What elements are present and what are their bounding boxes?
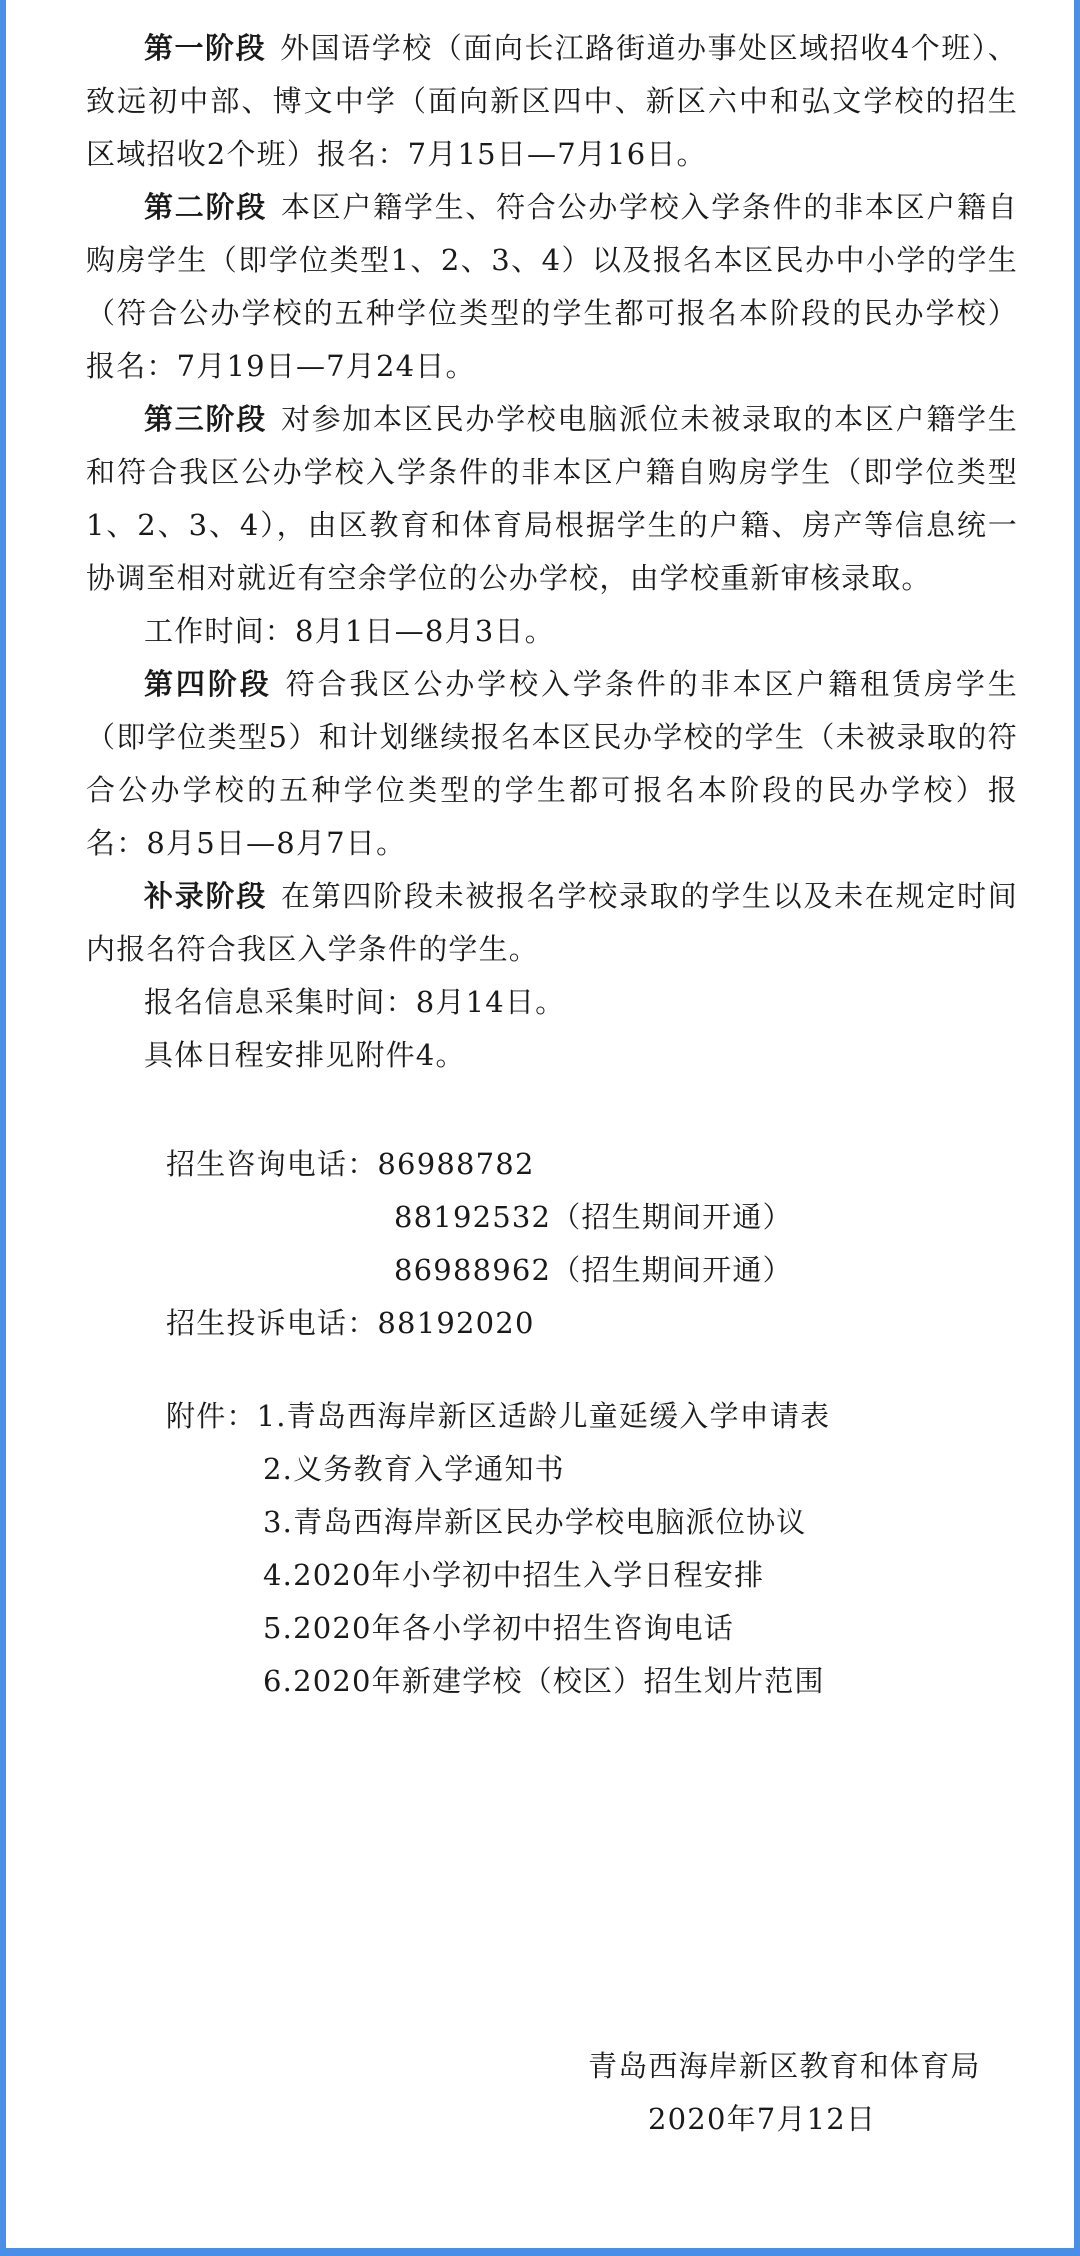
consult-phone-extra-1: 88192532（招生期间开通） [394,1200,793,1234]
stage-5-paragraph [86,870,1018,976]
schedule-note: 具体日程安排见附件4。 [144,1038,466,1072]
stage-2-text: 本区户籍学生、符合公办学校入学条件的非本区户籍自购房学生（即学位类型1、2、3、4）以及报名本区民办中小学的学生（符合公办学校的五种学位类型的学生都可报名本阶段的民办学校）报名：7月19日—7月24日。 [86,190,1018,383]
signature-date: 2020年7月12日 [648,2102,877,2136]
attachment-item: 1.青岛西海岸新区适龄儿童延缓入学申请表 [256,1399,831,1433]
signature-org: 青岛西海岸新区教育和体育局 [588,2049,981,2083]
complaint-phone-label: 招生投诉电话： [166,1306,378,1340]
stage-1-paragraph [86,22,1018,181]
attachments-label: 附件： [166,1399,257,1433]
stage-4-title: 第四阶段 [144,667,272,701]
consult-phone-line [86,1138,1018,1191]
stage-2-title: 第二阶段 [144,190,267,224]
stage-1-title: 第一阶段 [144,31,267,65]
spacer [86,1350,1018,1390]
stage-4-paragraph [86,658,1018,870]
document-body [86,22,1018,1708]
complaint-phone-number: 88192020 [377,1306,535,1340]
attachment-item: 6.2020年新建学校（校区）招生划片范围 [263,1664,825,1698]
stage-5-text: 在第四阶段未被报名学校录取的学生以及未在规定时间内报名符合我区入学条件的学生。 [86,879,1018,966]
stage-3-paragraph [86,393,1018,605]
consult-phone-extra-2: 86988962（招生期间开通） [394,1253,793,1287]
complaint-phone-line [86,1297,1018,1350]
stage-3-title: 第三阶段 [144,402,267,436]
attachment-item: 2.义务教育入学通知书 [263,1452,565,1486]
spacer [86,1082,1018,1138]
attachment-item: 3.青岛西海岸新区民办学校电脑派位协议 [263,1505,807,1539]
stage-5-note: 报名信息采集时间：8月14日。 [144,985,566,1019]
stage-4-text: 符合我区公办学校入学条件的非本区户籍租赁房学生（即学位类型5）和计划继续报名本区民办学校的学生（未被录取的符合公办学校的五种学位类型的学生都可报名本阶段的民办学校）报名：8月5日—8月7日。 [86,667,1018,860]
stage-1-text: 外国语学校（面向长江路街道办事处区域招收4个班）、致远初中部、博文中学（面向新区四中、新区六中和弘文学校的招生区域招收2个班）报名：7月15日—7月16日。 [86,31,1018,171]
attachments-line [86,1390,1018,1443]
stage-2-paragraph [86,181,1018,393]
consult-phone-main: 86988782 [377,1147,535,1181]
attachment-item: 5.2020年各小学初中招生咨询电话 [263,1611,735,1645]
consult-phone-label: 招生咨询电话： [166,1147,378,1181]
stage-5-title: 补录阶段 [144,879,267,913]
attachment-item: 4.2020年小学初中招生入学日程安排 [263,1558,765,1592]
stage-3-note: 工作时间：8月1日—8月3日。 [144,614,555,648]
stage-3-text: 对参加本区民办学校电脑派位未被录取的本区户籍学生和符合我区公办学校入学条件的非本区户籍自购房学生（即学位类型1、2、3、4），由区教育和体育局根据学生的户籍、房产等信息统一协调至相对就近有空余学位的公办学校，由学校重新审核录取。 [86,402,1018,595]
signature-block [6,2040,1080,2146]
